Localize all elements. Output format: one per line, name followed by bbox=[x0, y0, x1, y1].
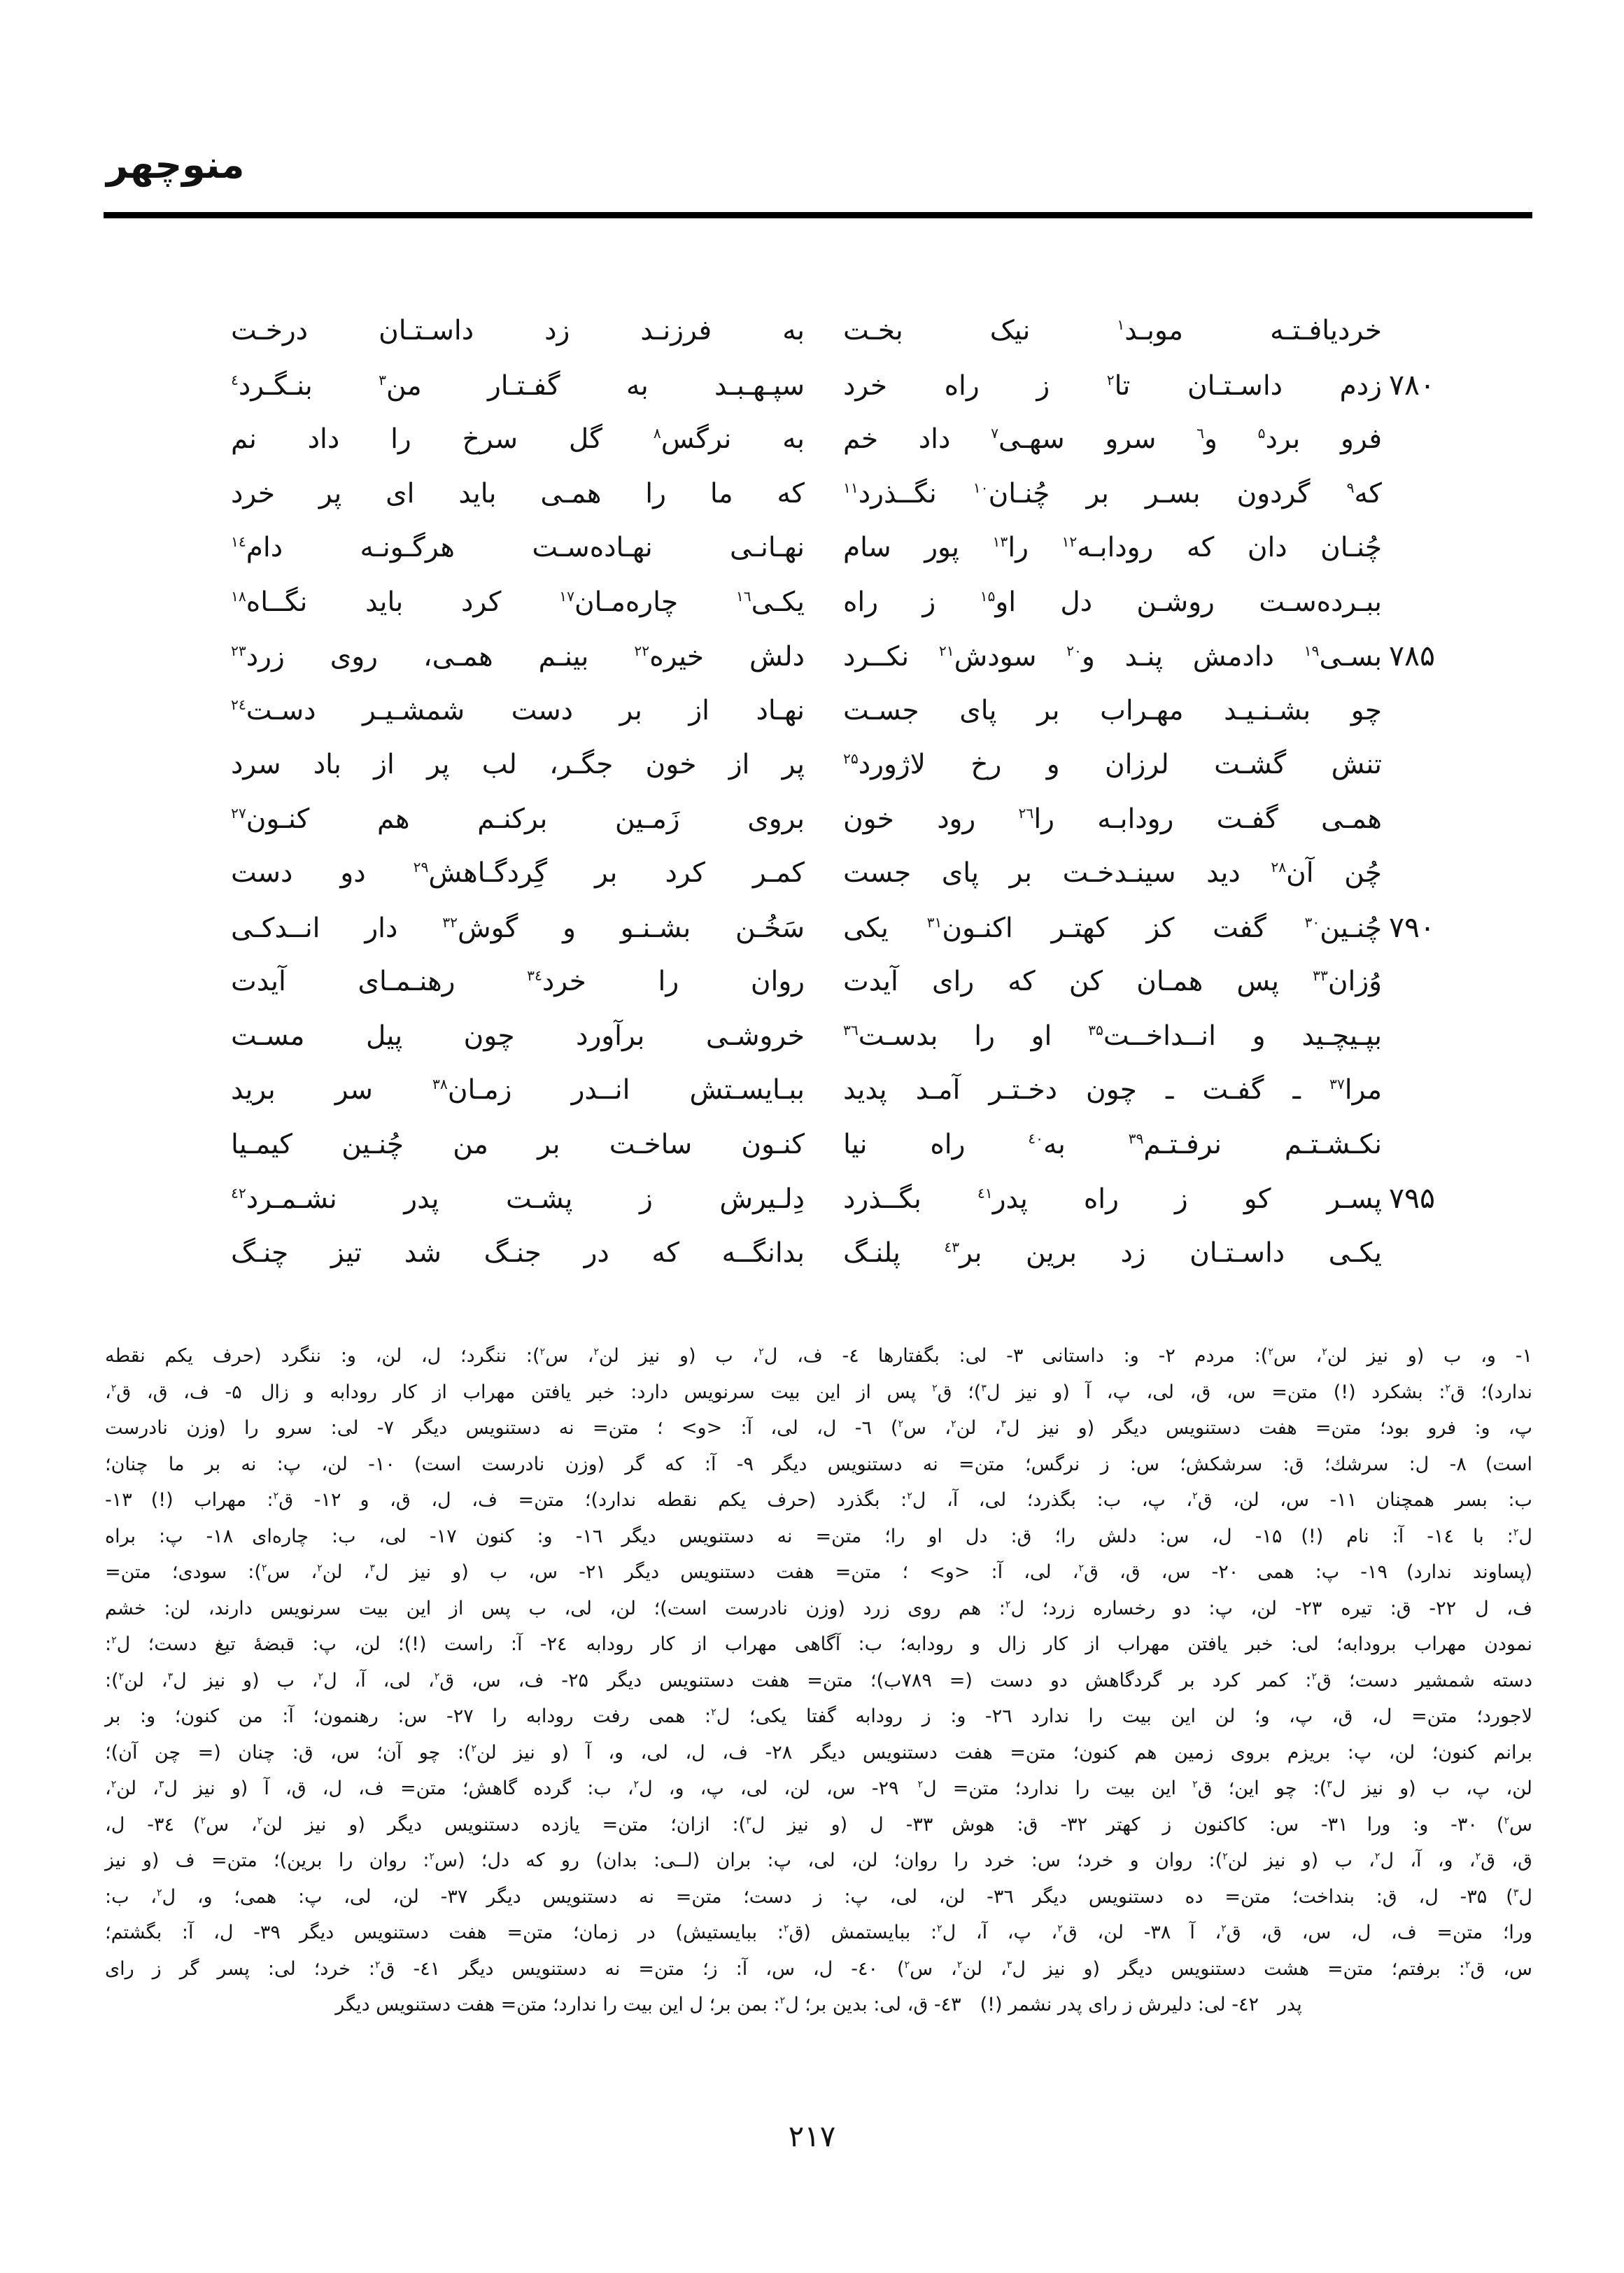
hemistich-second: بروی زَمـین برکنـم هم کنـون$^{٢٧}$ bbox=[231, 803, 805, 835]
verse-row bbox=[105, 412, 1532, 467]
header-rule bbox=[104, 212, 1532, 218]
hemistich-second: کمـر کرد بر گِردگـاهش$^{٢٩}$ دو دست bbox=[231, 857, 805, 889]
footnote-line: ورا؛ متن= ف، ل، س، ق، ق$^٢$، آ ٣٨- لن، ق$^٢$، پ، آ، ل$^٢$: ببایستمش (ق$^٢$: ببایستیش) در زمان؛ متن= هفت دستنویس دیگر ٣٩- ل، آ: بگشتم؛ bbox=[105, 1922, 1533, 1943]
verse-row bbox=[105, 629, 1532, 684]
verse-row bbox=[105, 1171, 1532, 1226]
verse-row bbox=[105, 1118, 1532, 1172]
hemistich-first: چو بشـنـیـد مهـراب بر پای جسـت bbox=[843, 694, 1382, 726]
verse-number: ٧٩٠ bbox=[1389, 910, 1436, 944]
hemistich-first: همـی گفـت رودابـه را$^{٢٦}$ رود خون bbox=[843, 803, 1382, 835]
verse-row bbox=[105, 738, 1532, 792]
footnote-line: ف، ل ٢٢- ق: تیره ٢٣- لن، پ: دو رخساره زرد؛ ل$^٢$: هم روی زرد (وزن نادرست است)؛ لن، لی، ب پس از این بیت سرنویس دارند، لن: خشم bbox=[105, 1597, 1533, 1619]
hemistich-second: ببـایسـتش انــدر زمـان$^{٣٨}$ سر برید bbox=[231, 1074, 805, 1106]
footnote-line: ب: بسر همچنان ١١- س، لن، ق$^٢$، پ، ب: بگذرد؛ لی، آ، ل$^٢$: بگذرد (حرف یکم نقطه ندارد)؛ متن= ف، ل، ق، و ١٢- ق$^٢$: مهراب (!) ١٣- bbox=[105, 1489, 1532, 1511]
verse-row bbox=[105, 304, 1532, 358]
footnote-line: پ، و: فرو بود؛ متن= هفت دستنویس دیگر (و نیز ل$^٣$، لن$^٢$، س$^٢$) ٦- ل، لی، آ: <و> ؛ متن= نه دستنویس دیگر ٧- لی: سرو را (وزن نادرست bbox=[105, 1417, 1532, 1439]
footnote-line: س، ق$^٢$: برفتم؛ متن= هشت دستنویس دیگر (و نیز ل$^٣$، لن$^٢$، س$^٢$) ٤٠- ل، س، آ: ز؛ متن= نه دستنویس دیگر ٤١- ق$^٢$: خرد؛ لی: پسر گر ز رای bbox=[105, 1957, 1532, 1980]
footnote-line: ق، ق$^٢$، و، آ، ل$^٢$، ب (و نیز لن$^٢$): روان و خرد؛ س: خرد را روان؛ لن، لی، پ: بران (لــی: بدان) رو که دل؛ (س$^٢$: روان را برین)؛ متن= ف (و نیز bbox=[105, 1850, 1532, 1871]
footnote-line: است) ٨- ل: سرشك؛ ق: سرشکش؛ س: ز نرگس؛ متن= نه دستنویس دیگر ٩- آ: که گر (وزن نادرست است) ١٠- لن، پ: نه بر ما چنان؛ bbox=[105, 1453, 1533, 1475]
hemistich-second: خروشـی برآورد چون پیل مسـت bbox=[231, 1020, 805, 1052]
hemistich-first: که$^٩$ گردون بسـر بر چُنـان$^{١٠}$ نگــذرد$^{١١}$ bbox=[843, 477, 1382, 509]
hemistich-first: نکـشـتـم نرفـتـم$^{٣٩}$ به$^{٤٠}$ راه نیا bbox=[843, 1128, 1382, 1160]
footnote-line: ندارد)؛ ق$^٢$: بشکرد (!) متن= س، ق، لی، پ، آ (و نیز ل$^٣$)؛ ق$^٢$ پس از این بیت سرنویس دارد: خبر یافتن مهراب از کار رودابه و زال ۵- ف، ق، ق$^٢$، bbox=[105, 1381, 1532, 1403]
hemistich-first: زدم داسـتـان تا$^٢$ ز راه خرد bbox=[843, 370, 1383, 402]
footnote-line: ل$^٢$: با ١٤- آ: نام (!) ١۵- ل، س: دلش را؛ ق: دل او را؛ متن= نه دستنویس دیگر ١٦- و: کنون ١٧- لی، ب: چاره‌ای ١٨- پ: براه bbox=[105, 1525, 1533, 1547]
hemistich-first: بپـیچـید و انــداخــت$^{٣۵}$ او را بدسـت$^{٣٦}$ bbox=[843, 1020, 1382, 1052]
hemistich-first: تنش گشـت لرزان و رخ لاژورد$^{٢۵}$ bbox=[843, 749, 1382, 780]
verse-row bbox=[105, 955, 1532, 1009]
hemistich-first: بسـی$^{١٩}$ دادمش پنـد و$^{٢٠}$ سودش$^{٢١}$ نکــرد bbox=[843, 641, 1383, 673]
poem-verses bbox=[105, 304, 1532, 1280]
hemistich-second: به نرگس$^٨$ گل سرخ را داد نم bbox=[231, 423, 805, 455]
footnote-line: برانم کنون؛ لن، پ: بریزم بروی زمین هم کنون؛ متن= هفت دستنویس دیگر ٢٨- ف، ل، لی، و، آ (و نیز لن$^٢$): چو آن؛ س، ق: چنان (= چن آن)؛ bbox=[105, 1741, 1532, 1764]
hemistich-second: کنـون ساخـت بر من چُنـین کیمـیا bbox=[231, 1128, 805, 1160]
page-number: ٢١٧ bbox=[788, 2119, 836, 2153]
footnote-line: لاجورد؛ متن= ل، ق، پ، و؛ لن این بیت را ندارد ٢٦- و: ز رودابه گفتا یکی؛ ل$^٢$: همی رفت رودابه را ٢٧- س: رهنمون؛ آ: من کنون؛ و: بر bbox=[105, 1705, 1533, 1727]
verse-number: ٧٩۵ bbox=[1389, 1181, 1436, 1215]
hemistich-second: روان را خرد$^{٣٤}$ رهنـمـای آیدت bbox=[231, 966, 805, 997]
hemistich-first: خردیافـتـه موبـد$^١$ نیک بخـت bbox=[843, 315, 1383, 346]
hemistich-first: مرا$^{٣٧}$ ـ گفـت ـ چون دخـتـر آمـد پدید bbox=[843, 1074, 1382, 1106]
hemistich-second: نهـانـی نهـاده‌سـت هرگـونـه دام$^{١٤}$ bbox=[231, 532, 805, 563]
verse-row bbox=[105, 792, 1532, 847]
hemistich-second: دلش خیره$^{٢٢}$ بینـم همـی، روی زرد$^{٢٣}$ bbox=[231, 641, 805, 673]
footnote-line: ل$^٣$) ٣۵- ل، ق: بنداخت؛ متن= ده دستنویس دیگر ٣٦- لن، لی، پ: ز دست؛ متن= نه دستنویس دیگر ٣٧- لن، لی، پ: همی؛ و، ل$^٢$، ب: bbox=[105, 1885, 1533, 1908]
footnote-line: (پساوند ندارد) ١٩- پ: همی ٢٠- س، ق، ق$^٢$، لی، آ: <و> ؛ متن= هفت دستنویس دیگر ٢١- س، ب (و نیز ل$^٣$، لن$^٢$، س$^٢$): سودی؛ متن= bbox=[105, 1561, 1532, 1583]
verse-row bbox=[105, 1009, 1532, 1064]
verse-number: ٧٨٠ bbox=[1389, 367, 1436, 402]
verse-row bbox=[105, 1063, 1532, 1118]
verse-number: ٧٨۵ bbox=[1389, 639, 1436, 673]
footnote-line: س$^٢$) ٣٠- و: ورا ٣١- س: کاکنون ز کهتر ٣٢- ق: هوش ٣٣- ل (و نیز ل$^٣$): ازان؛ متن= یازده دستنویس دیگر (و نیز لن$^٢$، س$^٢$) ٣٤- ل، bbox=[105, 1813, 1532, 1836]
hemistich-first: یکـی داسـتـان زد برین بر$^{٤٣}$ پلنـگ bbox=[843, 1237, 1382, 1269]
hemistich-first: چُنـین$^{٣٠}$ گفت کز کهتـر اکنـون$^{٣١}$ یکی bbox=[843, 912, 1383, 944]
footnote-line: نمودن مهراب برودابه؛ لی: خبر یافتن مهراب از کار زال و رودابه؛ ب: آگاهی مهراب از کار رودابه ٢٤- آ: راست (!)؛ لن، پ: قبضهٔ تیغ دست؛ ل$^٢$: bbox=[105, 1633, 1532, 1655]
hemistich-second: سپـهـبـد به گفـتـار من$^٣$ بنـگـرد$^٤$ bbox=[231, 370, 805, 402]
hemistich-second: سَخُـن بشـنـو و گوش$^{٣٢}$ دار انــدکـی bbox=[231, 912, 805, 944]
hemistich-second: یکـی$^{١٦}$ چاره‌مـان$^{١٧}$ کرد باید نگــاه$^{١٨}$ bbox=[231, 586, 805, 618]
hemistich-first: پسـر کو ز راه پدر$^{٤١}$ بگــذرد bbox=[843, 1183, 1382, 1215]
footnote-line: پدر ٤٢- لی: دلیرش ز رای پدر نشمر (!) ٤٣- ق، لی: بدین بر؛ ل$^٢$: بمن بر؛ ل این بیت را ندارد؛ متن= هفت دستنویس دیگر bbox=[335, 1994, 1302, 2015]
hemistich-first: وُزان$^{٣٣}$ پس همـان کن که رای آیدت bbox=[843, 966, 1382, 997]
verse-row bbox=[105, 358, 1532, 413]
chapter-title: منوچهر bbox=[106, 143, 245, 187]
verse-row bbox=[105, 684, 1532, 738]
hemistich-first: چُن آن$^{٢٨}$ دید سینـدخـت بر پای جست bbox=[843, 857, 1383, 889]
hemistich-second: بدانگــه که در جنـگ شد تیز چنـگ bbox=[231, 1237, 805, 1269]
footnote-line: لن، پ، ب (و نیز ل$^٣$): چو این؛ ق$^٢$ این بیت را ندارد؛ متن= ل$^٢$ ٢٩- س، لن، لی، پ، و، ل$^٢$، ب: گرده گاهش؛ متن= ف، ل، ق، آ (و نیز ل$^٣$، لن$^٢$، bbox=[105, 1778, 1532, 1799]
verse-row bbox=[105, 467, 1532, 521]
hemistich-first: فرو برد$^۵$ و$^٦$ سرو سهـی$^٧$ داد خم bbox=[843, 423, 1382, 455]
hemistich-first: چُنـان دان که رودابـه$^{١٢}$ را$^{١٣}$ پور سام bbox=[843, 532, 1382, 563]
footnote-line: ١- و، ب (و نیز لن$^٢$، س$^٢$): مردم ٢- و: داستانی ٣- لی: بگفتارها ٤- ف، ل$^٢$، ب (و نیز لن$^٢$، س$^٢$): ننگرد؛ ل، لن، و: ننگرد (حرف یکم نقطه bbox=[105, 1345, 1532, 1367]
hemistich-second: دِلـیرش ز پشـت پدر نشـمـرد$^{٤٢}$ bbox=[231, 1183, 805, 1215]
verse-row bbox=[105, 575, 1532, 630]
hemistich-first: ببـرده‌سـت روشـن دل او$^{١۵}$ ز راه bbox=[843, 586, 1382, 618]
hemistich-second: پر از خون جگـر، لب پر از باد سرد bbox=[231, 749, 805, 780]
verse-row bbox=[105, 1226, 1532, 1281]
verse-row bbox=[105, 846, 1532, 901]
hemistich-second: به فرزنـد زد داسـتـان درخـت bbox=[231, 315, 805, 346]
hemistich-second: که ما را همـی باید ای پر خرد bbox=[231, 477, 805, 509]
verse-row bbox=[105, 901, 1532, 955]
footnote-line: دسته شمشیر دست؛ ق$^٢$: کمر کرد بر گردگاهش دو دست (= ٧٨٩ب)؛ متن= هفت دستنویس دیگر ٢۵- ف، س، ق$^٢$، لی، آ، ل$^٢$، ب (و نیز ل$^٣$، لن$^٢$): bbox=[105, 1669, 1533, 1691]
verse-row bbox=[105, 521, 1532, 575]
critical-apparatus bbox=[105, 1338, 1532, 2023]
hemistich-second: نهـاد از بر دست شمشـیـر دسـت$^{٢٤}$ bbox=[231, 694, 805, 726]
